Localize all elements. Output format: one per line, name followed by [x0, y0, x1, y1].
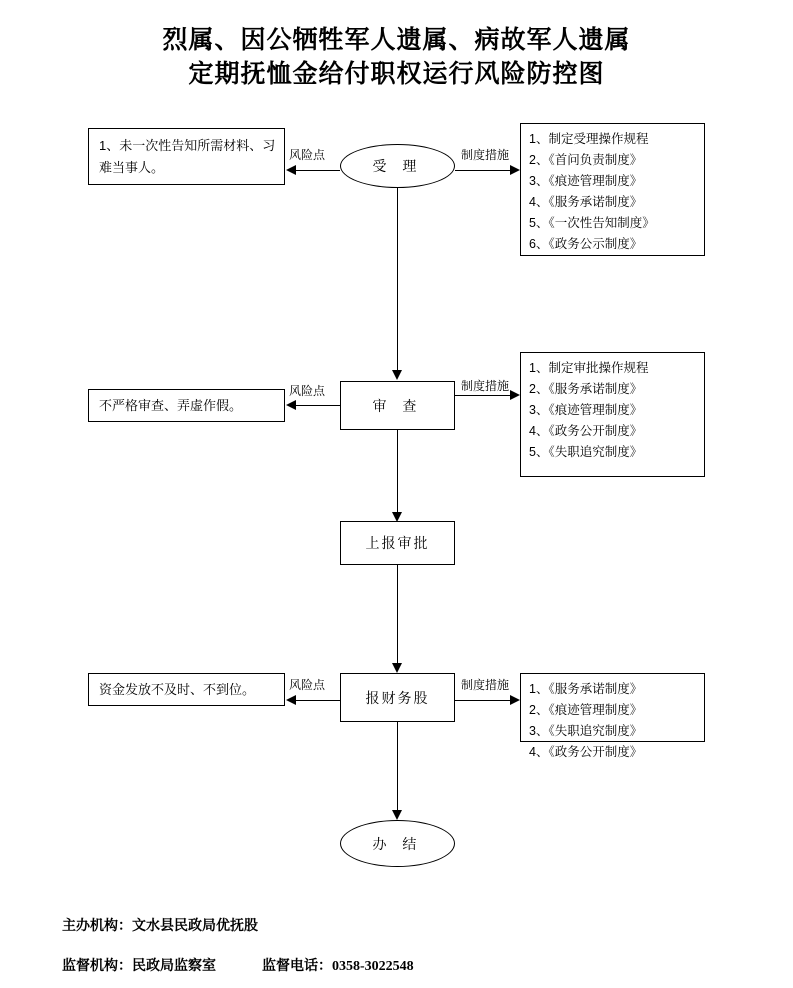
measures-box-2-item: 4、《政务公开制度》 — [529, 424, 643, 438]
measures-box-3-item: 1、《服务承诺制度》 — [529, 682, 643, 696]
measures-box-1-item: 3、《痕迹管理制度》 — [529, 174, 643, 188]
footer-organizer — [62, 915, 258, 935]
node-finance[interactable] — [340, 673, 455, 722]
node-report[interactable] — [340, 521, 455, 565]
node-report-label: 上报审批 — [365, 535, 430, 551]
arrowhead-right-1 — [510, 165, 520, 175]
risk-box-1 — [88, 128, 285, 185]
measures-box-2-item: 1、制定审批操作规程 — [529, 361, 649, 375]
measures-box-2-item: 5、《失职追究制度》 — [529, 445, 643, 459]
page-title — [0, 24, 793, 92]
measures-box-1 — [520, 123, 705, 256]
arrowhead-right-3 — [510, 695, 520, 705]
measures-box-1-item: 1、制定受理操作规程 — [529, 132, 649, 146]
phone-value: 0358-3022548 — [332, 959, 414, 974]
node-done-label: 办 结 — [372, 835, 423, 852]
edge-label-risk-3: 风险点 — [289, 678, 326, 692]
connector-review-to-measures2 — [455, 395, 510, 396]
edge-label-risk-1: 风险点 — [289, 148, 326, 162]
measures-box-3-item: 2、《痕迹管理制度》 — [529, 703, 643, 717]
arrowhead-left-3 — [286, 695, 296, 705]
arrowhead-right-2 — [510, 390, 520, 400]
connector-finance-to-done — [397, 722, 398, 815]
connector-accept-to-risk1 — [296, 170, 340, 171]
phone-label: 监督电话： — [262, 959, 332, 974]
arrowhead-down-1 — [392, 370, 402, 380]
connector-finance-to-measures3 — [455, 700, 510, 701]
title-line-2: 定期抚恤金给付职权运行风险防控图 — [188, 61, 605, 88]
risk-box-3 — [88, 673, 285, 706]
node-accept[interactable] — [340, 144, 455, 188]
risk-box-2-text: 不严格审查、弄虚作假。 — [99, 397, 243, 413]
organizer-label: 主办机构： — [62, 919, 132, 934]
edge-label-measure-1: 制度措施 — [461, 148, 510, 162]
supervisor-label: 监督机构： — [62, 959, 132, 974]
measures-box-1-item: 4、《服务承诺制度》 — [529, 195, 643, 209]
measures-box-3 — [520, 673, 705, 759]
title-line-1: 烈属、因公牺牲军人遗属、病故军人遗属 — [162, 27, 631, 54]
risk-box-2 — [88, 389, 285, 422]
supervisor-value: 民政局监察室 — [132, 959, 216, 974]
measures-box-3-item: 4、《政务公开制度》 — [529, 745, 643, 759]
connector-accept-to-review — [397, 188, 398, 370]
arrowhead-left-2 — [286, 400, 296, 410]
connector-review-to-risk2 — [296, 405, 340, 406]
measures-box-1-item: 5、《一次性告知制度》 — [529, 216, 655, 230]
node-accept-label: 受 理 — [372, 158, 423, 174]
risk-box-3-text: 资金发放不及时、不到位。 — [99, 681, 256, 697]
connector-review-to-report — [397, 430, 398, 515]
measures-box-3-item: 3、《失职追究制度》 — [529, 724, 643, 738]
footer-supervisor — [62, 955, 414, 975]
node-finance-label: 报财务股 — [365, 689, 430, 706]
risk-box-1-text: 1、未一次性告知所需材料、习难当事人。 — [99, 138, 276, 175]
node-review-label: 审 查 — [372, 397, 423, 414]
organizer-value: 文水县民政局优抚股 — [132, 919, 258, 934]
measures-box-2-item: 3、《痕迹管理制度》 — [529, 403, 643, 417]
edge-label-measure-3: 制度措施 — [461, 678, 510, 692]
arrowhead-down-3 — [392, 663, 402, 673]
measures-box-1-item: 6、《政务公示制度》 — [529, 237, 643, 251]
node-done[interactable] — [340, 820, 455, 867]
connector-finance-to-risk3 — [296, 700, 340, 701]
edge-label-measure-2: 制度措施 — [461, 379, 510, 393]
node-review[interactable] — [340, 381, 455, 430]
measures-box-1-item: 2、《首问负责制度》 — [529, 153, 643, 167]
arrowhead-left-1 — [286, 165, 296, 175]
measures-box-2-item: 2、《服务承诺制度》 — [529, 382, 643, 396]
arrowhead-down-4 — [392, 810, 402, 820]
measures-box-2 — [520, 352, 705, 477]
connector-accept-to-measures1 — [455, 170, 510, 171]
connector-report-to-finance — [397, 565, 398, 670]
edge-label-risk-2: 风险点 — [289, 384, 326, 398]
